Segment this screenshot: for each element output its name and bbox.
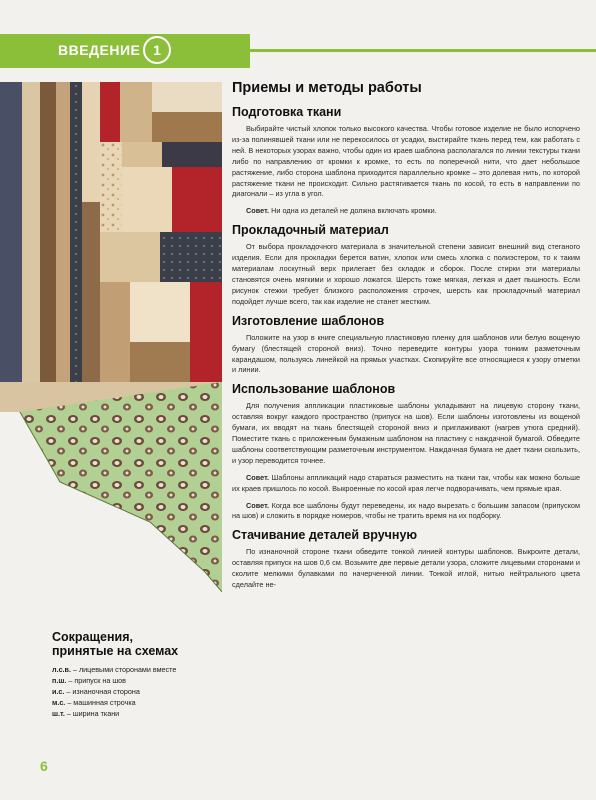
tip-paragraph (232, 501, 580, 523)
tip-text: Ни одна из деталей не должна включать кромки. (271, 206, 437, 216)
sidebar-title-line: принятые на схемах (52, 644, 179, 658)
abbreviation-item (52, 697, 222, 708)
section-paragraph: Выбирайте чистый хлопок только высокого качества. Чтобы готовое изделие не было испорчено из-за полинявшей ткани или не перекосилось от усадки, выстирайте ткань перед тем, как работать с ней. В некоторых узорах важно, чтобы один из краев шаблона располагался по линии текстуры ткани либо по направлению от кромки к кромке, то есть по поперечной нити, что дает небольшое растяжение, либо сторона шаблона приходится параллельно кромке – это долевая нить, по которой растяжение ткани не происходит. Сильно растягивается ткань по косой, то есть в направлении по диагонали – из угла в угол. (232, 124, 580, 199)
abbreviation-code: п.ш. (52, 676, 67, 685)
tip-label: Совет. (246, 472, 270, 482)
section-paragraph: От выбора прокладочного материала в значительной степени зависит внешний вид стеганого изделия. Если для прокладки берется ватин, хлопок или смесь хлопка с полиэстером, то к таким материалам лоскутный верх прилегает без складок и сборок. После стирки эти материалы становятся очень мягкими и хорошо ложатся. Шерсть тоже мягкая, легкая и дает пышность. Если рисунок стежки требует близкого расположения строчек, шерсть как прокладочный материал подойдет лучше всего, так как изделие не станет жестким. (232, 242, 580, 306)
section-heading: Изготовление шаблонов (232, 313, 385, 328)
abbreviation-meaning: – припуск на шов (68, 676, 126, 685)
abbreviation-item (52, 664, 222, 675)
abbreviation-meaning: – изнаночная сторона (66, 687, 140, 696)
section-heading: Прокладочный материал (232, 223, 389, 238)
abbreviation-meaning: – ширина ткани (66, 709, 120, 718)
abbreviation-item (52, 708, 222, 719)
tip-label: Совет. (246, 206, 270, 216)
abbreviation-code: и.с. (52, 687, 65, 696)
section-paragraph: По изнаночной стороне ткани обведите тонкой линией контуры шаблонов. Выкроите детали, оставляя припуск на шов 0,6 см. Возьмите две первые детали узора, сложите лицевыми сторонами и сколите мелкими булавками по начерченной линии. Тонкой иглой, нитью нейтрального цвета сделайте не- (232, 547, 580, 590)
sidebar-title (52, 630, 222, 658)
tip-label: Совет. (246, 500, 270, 510)
page-number: 6 (40, 758, 48, 774)
tip-text: Когда все шаблоны будут переведены, их надо вырезать с большим запасом (припуском на шов) и сложить в порядке номеров, чтобы не тратить время на их подборку. (232, 500, 580, 521)
page-title: Приемы и методы работы (232, 80, 422, 96)
quilt-photo (0, 82, 222, 592)
section-number-badge: 1 (143, 36, 171, 64)
tip-paragraph (232, 473, 580, 495)
abbreviations-sidebar (52, 630, 222, 719)
section-label: ВВЕДЕНИЕ (58, 42, 141, 58)
tip-paragraph (232, 206, 580, 217)
main-content (232, 79, 580, 596)
header-rule (180, 49, 596, 52)
abbreviation-code: л.с.в. (52, 665, 71, 674)
section-heading: Стачивание деталей вручную (232, 528, 418, 543)
section-paragraph: Для получения аппликации пластиковые шаблоны укладывают на лицевую сторону ткани, оставляя вокруг каждого пространство (припуск на шов). Если шаблоны изготовлены из вощеной бумаги, их вводят на ткань блестящей стороной вниз и приглаживают (нагрев утюга средний). Поместите ткань с приложенным бумажным шаблоном на пластину с наждачной бумагой. Обведите шаблоны соответствующим разметочным инструментом. Наждачная бумага не дает ткани скользить, и узор переводится точнее. (232, 401, 580, 465)
abbreviation-code: ш.т. (52, 709, 65, 718)
section-paragraph: Положите на узор в книге специальную пластиковую пленку для шаблонов или белую вощеную бумагу (блестящей стороной вниз). Точно переведите контуры узора тонким разметочным карандашом, пользуясь линейкой на прямых участках. Скопируйте все относящиеся к узору отметки и линии. (232, 332, 580, 375)
abbreviation-meaning: – машинная строчка (67, 698, 136, 707)
abbreviation-code: м.с. (52, 698, 66, 707)
sidebar-title-line: Сокращения, (52, 630, 134, 644)
abbreviation-item (52, 686, 222, 697)
abbreviation-meaning: – лицевыми сторонами вместе (72, 665, 177, 674)
abbreviation-item (52, 675, 222, 686)
section-heading: Использование шаблонов (232, 382, 396, 397)
section-heading: Подготовка ткани (232, 105, 342, 119)
tip-text: Шаблоны аппликаций надо стараться разместить на ткани так, чтобы как можно больше их краев пришлось по косой. Выкроенные по косой края легче подворачивать, чем прямые края. (232, 472, 580, 493)
